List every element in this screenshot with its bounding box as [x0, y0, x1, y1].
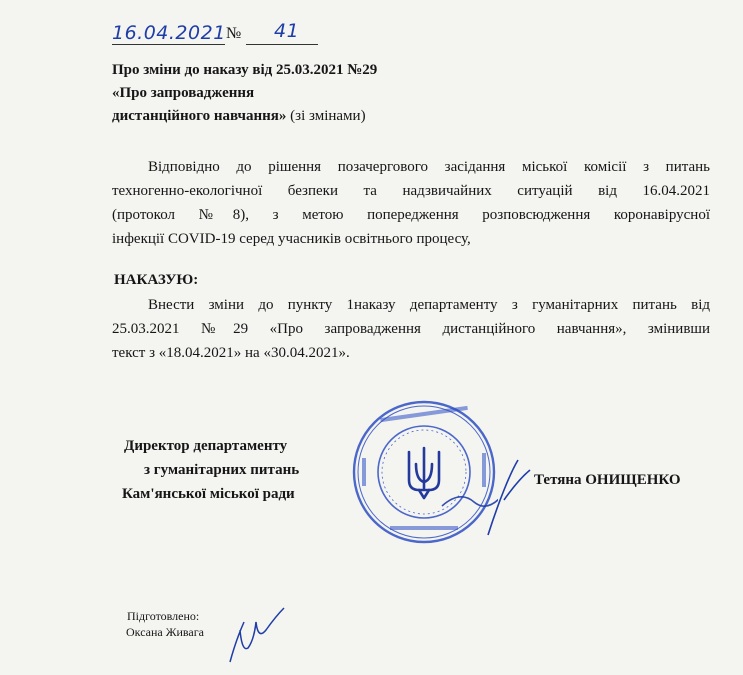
- order-heading: НАКАЗУЮ:: [114, 272, 199, 288]
- number-underline: [246, 44, 318, 45]
- order-line-1: Внести зміни до пункту 1наказу департаменту з гуманітарних питань від: [148, 297, 710, 313]
- subject-line-3-rest: (зі змінами): [286, 108, 366, 124]
- prepared-label: Підготовлено:: [127, 609, 200, 623]
- preamble-line-1: Відповідно до рішення позачергового засідання міської комісії з питань: [148, 159, 710, 175]
- preamble-line-3: (протокол №8), з метою попередження розповсюдження коронавірусної: [112, 207, 710, 223]
- subject-line-1: Про зміни до наказу від 25.03.2021 №29: [112, 62, 378, 78]
- director-name: Тетяна ОНИЩЕНКО: [534, 472, 681, 488]
- number-label: №: [226, 25, 242, 42]
- position-line-2: з гуманітарних питань: [144, 462, 300, 478]
- order-paragraph: [112, 293, 710, 365]
- preamble-line-2: техногенно-екологічної безпеки та надзвичайних ситуацій від 16.04.2021: [112, 183, 710, 199]
- position-line-1: Директор департаменту: [124, 438, 288, 454]
- order-line-2: 25.03.2021 №29 «Про запровадження дистанційного навчання», змінивши: [112, 321, 710, 337]
- prepared-signature-icon: [222, 600, 292, 670]
- subject-line-2: «Про запровадження: [112, 85, 255, 101]
- preamble-line-4: інфекції COVID-19 серед учасників освітнього процесу,: [112, 231, 471, 247]
- subject-line-3: [112, 106, 366, 126]
- official-stamp-icon: [350, 398, 498, 546]
- order-line-3: текст з «18.04.2021» на «30.04.2021».: [112, 345, 350, 361]
- handwritten-date: 16.04.2021: [112, 22, 226, 44]
- handwritten-number: 41: [274, 20, 300, 42]
- position-line-3: Кам'янської міської ради: [122, 486, 295, 502]
- subject-line-3-bold: дистанційного навчання»: [112, 108, 287, 124]
- preamble-paragraph: [112, 155, 710, 251]
- prepared-name: Оксана Живага: [126, 625, 204, 639]
- date-underline: [112, 44, 225, 45]
- director-signature-icon: [478, 450, 538, 540]
